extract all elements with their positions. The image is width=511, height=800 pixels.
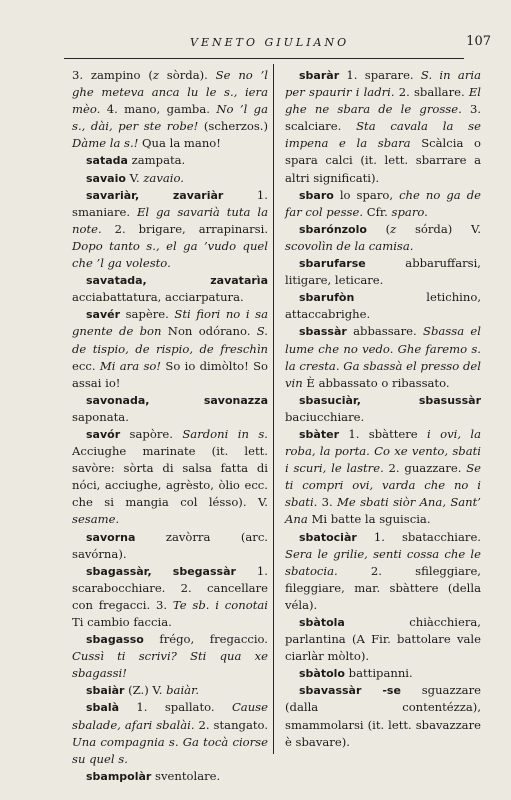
dictionary-entry: sbàtolo battipanni. [299, 666, 413, 681]
dictionary-entry: savorna zavòrra (arc. savórna). [72, 529, 268, 561]
dictionary-entry: sbarufòn letichino, attaccabrighe. [285, 290, 481, 322]
dictionary-entry: savariàr, zavariàr 1. smaniare. El ga savarià tuta la note. 2. brigare, arrapinarsi. Dopo tanto s., el ga ’vudo quel che ’l ga volesto. [72, 187, 268, 271]
dictionary-entry: sbarónzolo (z sórda) V. scovolìn de la camisa. [285, 221, 482, 253]
dictionary-entry: sbatociàr 1. sbatacchiare. Sera le grilie, senti cossa che le sbatocia. 2. sfileggiare, fileggiare, mar. sbàttere (della véla). [285, 529, 481, 612]
dictionary-entry: sbàtola chiàcchiera, parlantina (A Fir. battolare vale ciarlàr mòlto). [285, 615, 481, 664]
dictionary-entry: sbampolàr sventolare. [86, 768, 221, 783]
dictionary-entry: sbaiàr (Z.) V. baiàr. [86, 683, 200, 698]
dictionary-entry: sbassàr abbassare. Sbassa el lume che no vedo. Ghe faremo s. la cresta. Ga sbassà el presso del vin È abbassato o ribassato. [285, 324, 481, 390]
dictionary-entry: sbagasso frégo, fregaccio. Cussì ti scrivi? Sti qua xe sbagassi! [72, 632, 268, 681]
right-column [285, 67, 481, 751]
page-number: 107 [466, 34, 491, 49]
dictionary-entry: sbaro lo sparo, che no ga de far col pesse. Cfr. sparo. [285, 187, 481, 219]
running-title: VENETO GIULIANO [190, 36, 350, 49]
dictionary-entry: sbasuciàr, sbasussàr baciucchiare. [285, 393, 481, 424]
left-column [72, 67, 268, 785]
running-header [0, 36, 511, 54]
dictionary-entry: savór sapòre. Sardoni in s. Acciughe marinate (it. lett. savòre: sòrta di salsa fatta di nóci, acciughe, agrèsto, òlio ecc. che si mangia col lésso). V. sesame. [72, 426, 268, 527]
column-divider [273, 64, 274, 754]
dictionary-entry: sbàter 1. sbàttere i ovi, la roba, la porta. Co xe vento, sbati i scuri, le lastre. 2. guazzare. Se ti compri ovi, varda che no i sbati. 3. Me sbati siòr Ana, Sant’ Ana Mi batte la sguiscia. [285, 426, 482, 527]
dictionary-entry: savér sapère. Sti fiori no i sa gnente de bon Non odórano. S. de tispio, de rispio, de freschìn ecc. Mi ara so! So io dimòlto! So assai io! [72, 307, 269, 390]
dictionary-entry: sbarufarse abbaruffarsi, litigare, leticare. [285, 256, 481, 288]
dictionary-entry: sbavassàr -se sguazzare (dalla contentézza), smammolarsi (it. lett. sbavazzare è sbavare). [285, 683, 481, 749]
dictionary-entry: savonada, savonazza saponata. [72, 393, 268, 424]
dictionary-entry: 3. zampino (z sòrda). Se no ’l ghe meteva anca lu le s., iera mèo. 4. mano, gamba. No ’l ga s., dài, per ste robe! (scherzos.) Dàme la s.! Qua la mano! [72, 68, 268, 151]
dictionary-entry: savatada, zavatarìa acciabattatura, acciarpatura. [72, 274, 268, 305]
dictionary-entry: savaio V. zavaio. [86, 170, 184, 185]
dictionary-entry: sbagassàr, sbegassàr 1. scarabocchiare. 2. cancellare con fregacci. 3. Te sb. i conotai Ti cambio faccia. [72, 563, 268, 629]
header-rule [64, 58, 464, 59]
dictionary-entry: sbaràr 1. sparare. S. in aria per spaurir i ladri. 2. sballare. El ghe ne sbara de le grosse. 3. scalciare. Sta cavala la se impena e la sbara Scàlcia o spara calci (it. lett. sbarrare a altri significati). [285, 68, 482, 185]
dictionary-entry: sbalà 1. spallato. Cause sbalade, afari sbalài. 2. stangato. Una compagnia s. Ga tocà ciorse su quel s. [72, 700, 268, 766]
dictionary-entry: satada zampata. [86, 153, 186, 168]
